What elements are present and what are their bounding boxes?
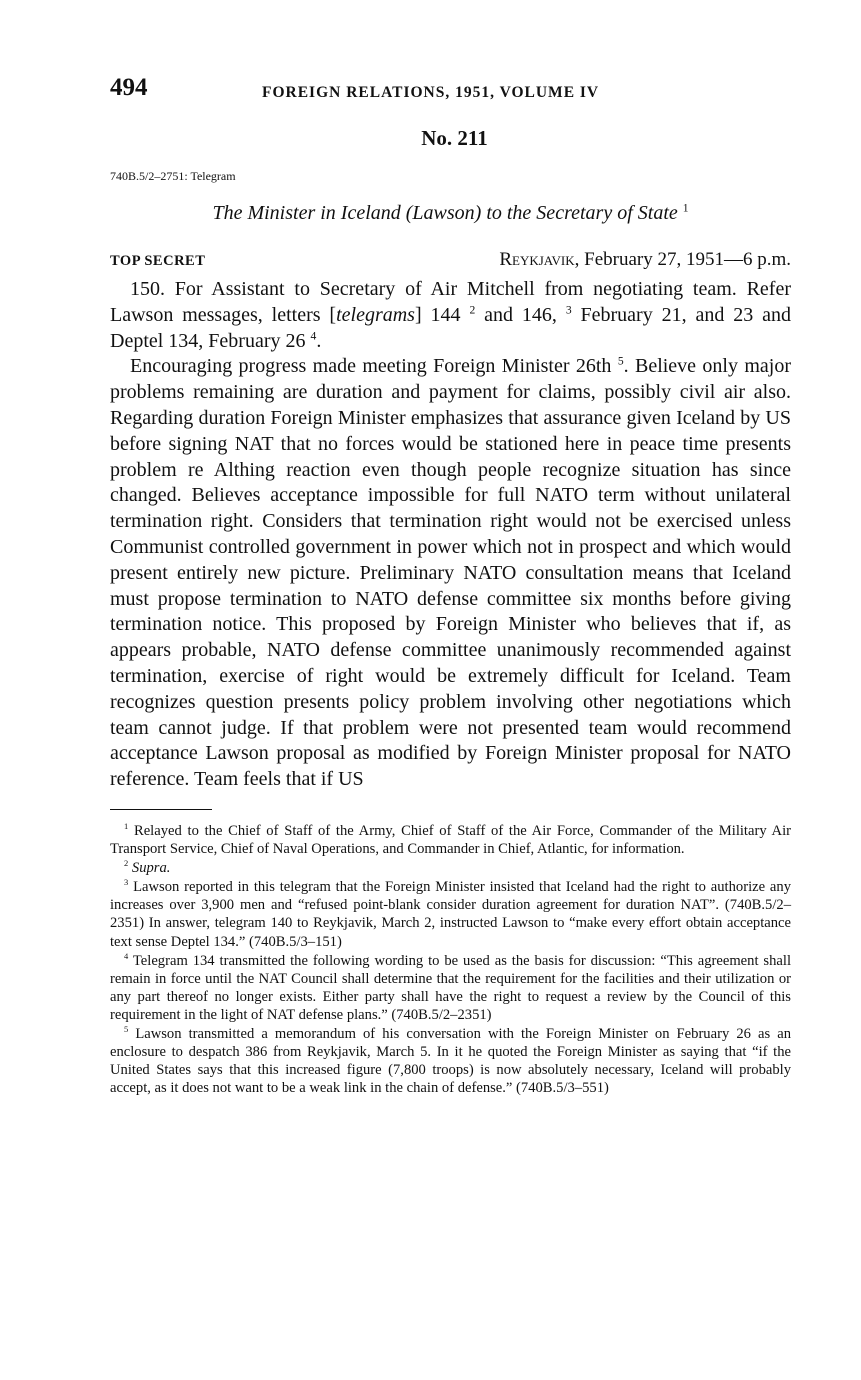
footnotes (110, 822, 791, 1097)
footnote (110, 1025, 791, 1097)
footnote-text: Supra. (131, 860, 171, 877)
dateline-date: February 27, 1951—6 p.m. (584, 249, 791, 270)
body-text-span: Encouraging progress made meeting Foreign Minister 26th (130, 355, 612, 378)
body-text-span: and 146, (475, 303, 557, 326)
dateline (499, 249, 791, 271)
body-paragraph (110, 277, 791, 354)
file-reference: 740B.5/2–2751: Telegram (110, 169, 236, 183)
dateline-place: Reykjavik, (499, 249, 580, 270)
document-page (110, 74, 791, 1098)
footnote-ref-3[interactable]: 3 (565, 303, 572, 317)
page-number: 494 (110, 74, 148, 101)
editorial-insertion: telegrams (336, 303, 415, 326)
footnote-number: 4 (124, 950, 129, 961)
body-text-span: 150. For Assistant to Secretary of Air Mitchell from negotiating team. Refer Lawson messages, letters [ (110, 278, 791, 326)
running-head-title: FOREIGN RELATIONS, 1951, VOLUME IV (262, 84, 600, 101)
footnote-divider (110, 809, 212, 810)
footnote-number: 5 (124, 1024, 129, 1035)
footnote-text: Lawson reported in this telegram that the Foreign Minister insisted that Iceland had the right to authorize any increases over 3,900 men and “refused point-blank consider duration agreement for duration NAT”. (740B.5/2–2351) In answer, telegram 140 to Reykjavik, March 2, instructed Lawson to “make every effort obtain acceptance text sense Deptel 134.” (740B.5/3–151) (110, 879, 791, 950)
telegram-body (110, 277, 791, 793)
footnote (110, 822, 791, 858)
footnote (110, 859, 791, 877)
footnote-ref-1[interactable]: 1 (682, 201, 689, 215)
document-title-text: The Minister in Iceland (Lawson) to the Secretary of State (212, 202, 678, 224)
footnote-text: Lawson transmitted a memorandum of his conversation with the Foreign Minister on February 26 as an enclosure to despatch 386 from Reykjavik, March 5. In it he quoted the Foreign Minister as saying that “if the United States says that this increased figure (7,800 troops) is now absolutely necessary, Iceland will probably accept, as it does not want to be a weak link in the chain of defense.” (740B.5/3–551) (110, 1025, 791, 1097)
body-text-span: February 21, and 23 and Deptel 134, February 26 (110, 303, 792, 352)
body-paragraph (110, 354, 791, 793)
running-head (110, 74, 791, 110)
footnote-number: 3 (124, 877, 129, 888)
classification-line (110, 249, 791, 277)
footnote-text: Relayed to the Chief of Staff of the Army, Chief of Staff of the Air Force, Commander of the Military Air Transport Service, Chief of Naval Operations, and Commander in Chief, Atlantic, for information. (110, 822, 791, 858)
footnote-number: 2 (124, 858, 129, 869)
document-title (110, 202, 791, 225)
body-text-span: . (316, 329, 322, 352)
classification-label: TOP SECRET (110, 253, 206, 269)
body-text-span: ] 144 (414, 303, 461, 326)
footnote-number: 1 (124, 821, 129, 832)
footnote (110, 952, 791, 1024)
footnote-text: Telegram 134 transmitted the following wording to be used as the basis for discussion: “This agreement shall remain in force until the NAT Council shall determine that the requirement for the facilities and their utilization or any part thereof no longer exists. Either party shall have the right to request a review by the Council of this requirement in the light of NAT defense plans.” (740B.5/2–2351) (110, 952, 791, 1023)
footnote (110, 878, 791, 950)
document-number: No. 211 (421, 126, 488, 150)
footnote-ref-2[interactable]: 2 (469, 303, 476, 317)
body-text-span: . Believe only major problems remaining are duration and payment for claims, possibly civil air also. Regarding duration Foreign Minister emphasizes that assurance given Iceland by US before signing NAT that no forces would be stationed here in peace time presents problem re Althing reaction even though people recognize situation has since changed. Believes acceptance impossible for full NATO term without unilateral termination right. Considers that termination right would not be exercised unless Communist controlled government in power which not in prospect and which would present entirely new picture. Preliminary NATO consultation means that Iceland must propose termination to NATO defense committee six months before giving termination notice. This proposed by Foreign Minister who believes that if, as appears probable, NATO defense committee unanimously recommended against termination, exercise of right would be extremely difficult for Iceland. Team recognizes question presents policy problem involving other negotiations which team cannot judge. If that problem were not presented team would recommend acceptance Lawson proposal as modified by Foreign Minister proposal for NATO reference. Team feels that if US (110, 355, 792, 791)
footnote-ref-5[interactable]: 5 (617, 354, 624, 368)
footnote-ref-4[interactable]: 4 (310, 328, 317, 342)
